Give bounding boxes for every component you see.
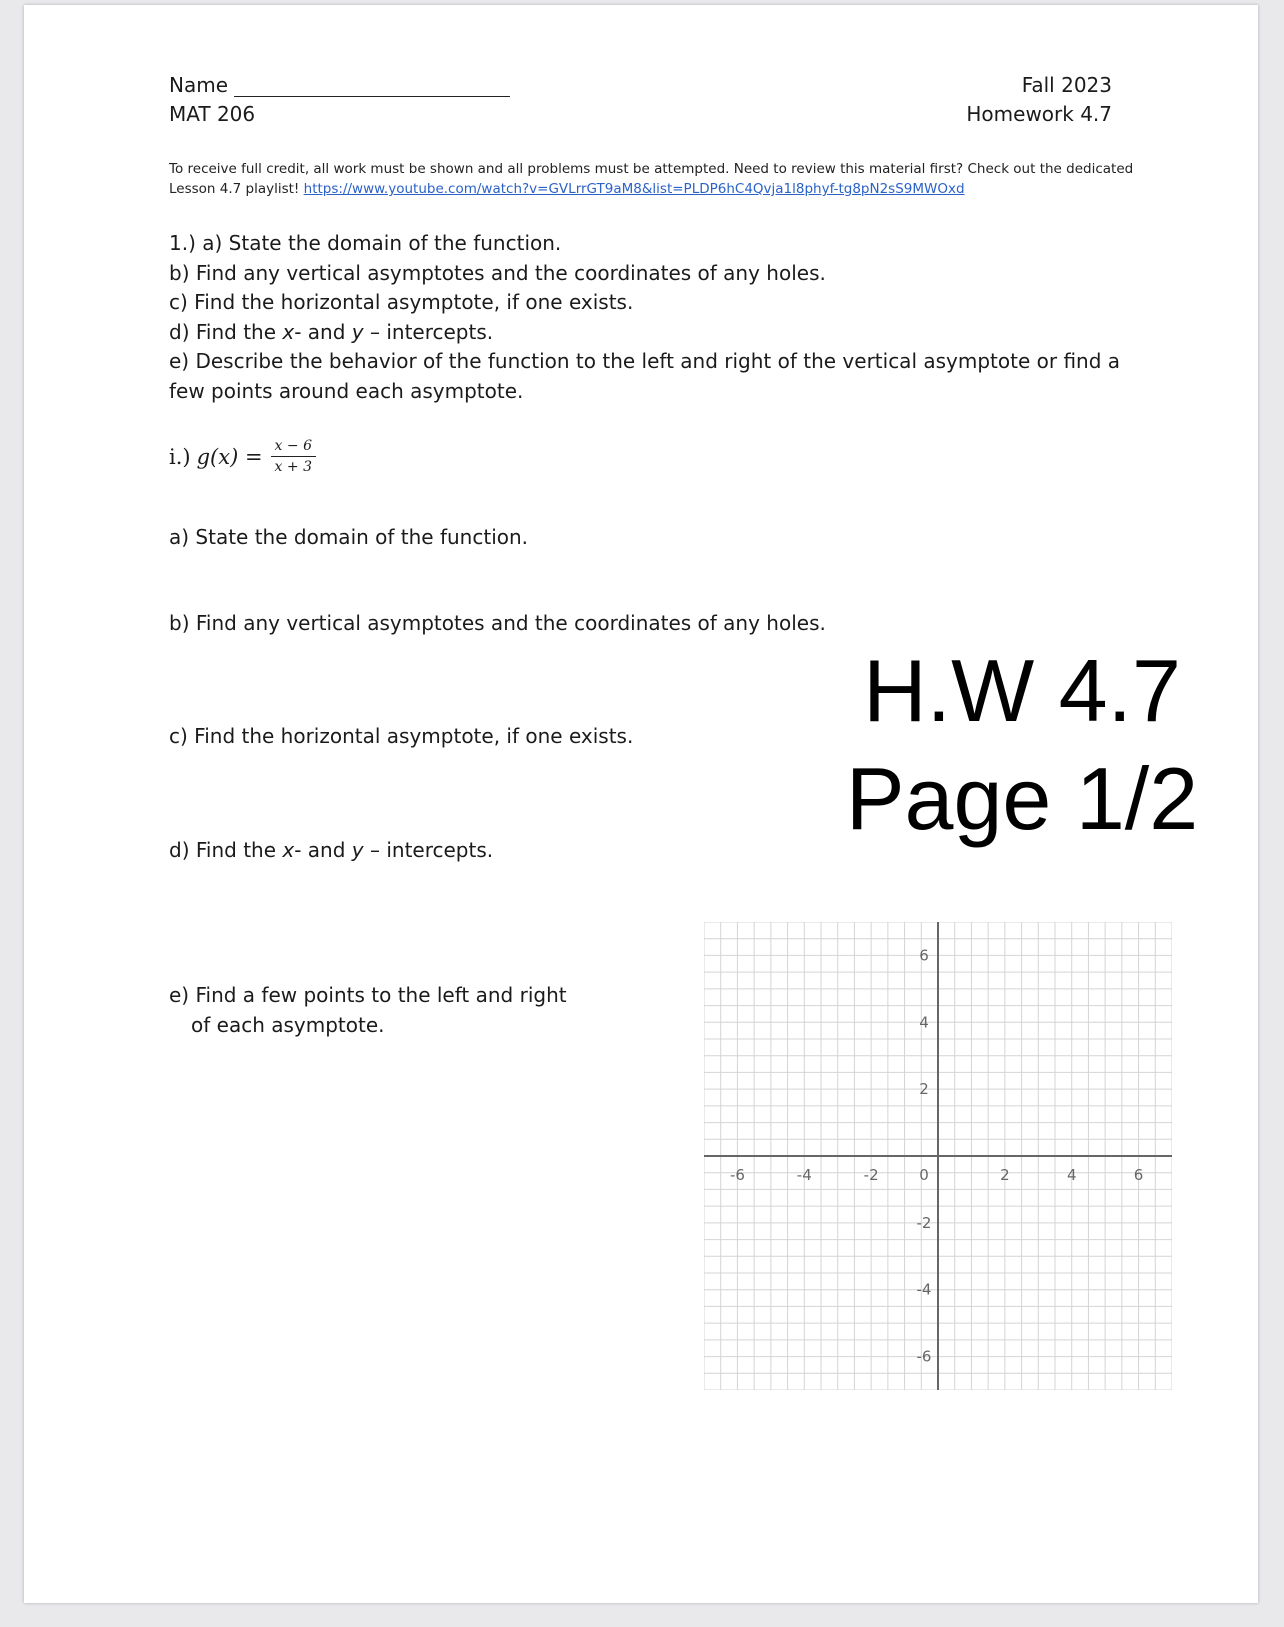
coordinate-grid — [704, 922, 1172, 1390]
x-tick-label: 2 — [1000, 1166, 1010, 1184]
question-a: a) State the domain of the function. — [169, 525, 529, 549]
x-tick-label: 0 — [919, 1166, 929, 1184]
question-c: c) Find the horizontal asymptote, if one exists. — [169, 724, 634, 748]
y-tick-label: 4 — [919, 1013, 929, 1032]
problem-1-list — [169, 229, 1129, 406]
question-b: b) Find any vertical asymptotes and the coordinates of any holes. — [169, 611, 826, 635]
problem-1d: d) Find the x- and y – intercepts. — [169, 319, 494, 344]
problem-1c: c) Find the horizontal asymptote, if one exists. — [169, 290, 634, 314]
stamp-title: H.W 4.7 — [863, 641, 1181, 740]
function-definition — [169, 438, 316, 475]
y-tick-label: -6 — [916, 1347, 932, 1366]
function-fraction — [271, 438, 316, 475]
instructions-text: To receive full credit, all work must be shown and all problems must be attempted. Need to review this material first? Check out the dedicated Lesson 4.7 playlist! — [169, 161, 1134, 197]
x-tick-label: 4 — [1066, 1166, 1077, 1184]
y-tick-label: 2 — [919, 1080, 929, 1099]
term-label: Fall 2023 — [1021, 73, 1112, 97]
x-tick-label: -4 — [796, 1166, 812, 1184]
question-e — [169, 981, 567, 1040]
course-code: MAT 206 — [169, 102, 256, 126]
question-e-line2: of each asymptote. — [191, 1012, 385, 1037]
problem-1a: 1.) a) State the domain of the function. — [169, 231, 562, 255]
fraction-numerator: x − 6 — [271, 438, 316, 457]
worksheet-page — [24, 5, 1258, 1603]
problem-1b: b) Find any vertical asymptotes and the coordinates of any holes. — [169, 260, 826, 285]
name-label: Name — [169, 73, 229, 97]
playlist-link[interactable]: https://www.youtube.com/watch?v=GVLrrGT9aM8&list=PLDP6hC4Qvja1l8phyf-tg8pN2sS9MWOxd — [303, 181, 965, 197]
x-tick-label: -6 — [729, 1166, 745, 1184]
stamp-page: Page 1/2 — [845, 749, 1199, 848]
x-tick-label: 6 — [1133, 1166, 1144, 1184]
x-tick-label: -2 — [863, 1166, 879, 1184]
y-tick-label: -4 — [916, 1280, 932, 1299]
function-lhs: g(x) = — [196, 444, 263, 469]
function-label: i.) — [169, 444, 191, 469]
instructions — [169, 159, 1149, 199]
name-blank-line — [234, 96, 510, 97]
y-tick-label: 6 — [919, 946, 929, 965]
question-d: d) Find the x- and y – intercepts. — [169, 838, 494, 862]
y-tick-label: -2 — [916, 1213, 932, 1232]
problem-1e: e) Describe the behavior of the function to the left and right of the vertical asymptote or find a few points around each asymptote. — [169, 349, 1121, 403]
question-e-line1: e) Find a few points to the left and right — [169, 983, 567, 1007]
fraction-denominator: x + 3 — [274, 459, 312, 475]
homework-label: Homework 4.7 — [966, 102, 1112, 126]
